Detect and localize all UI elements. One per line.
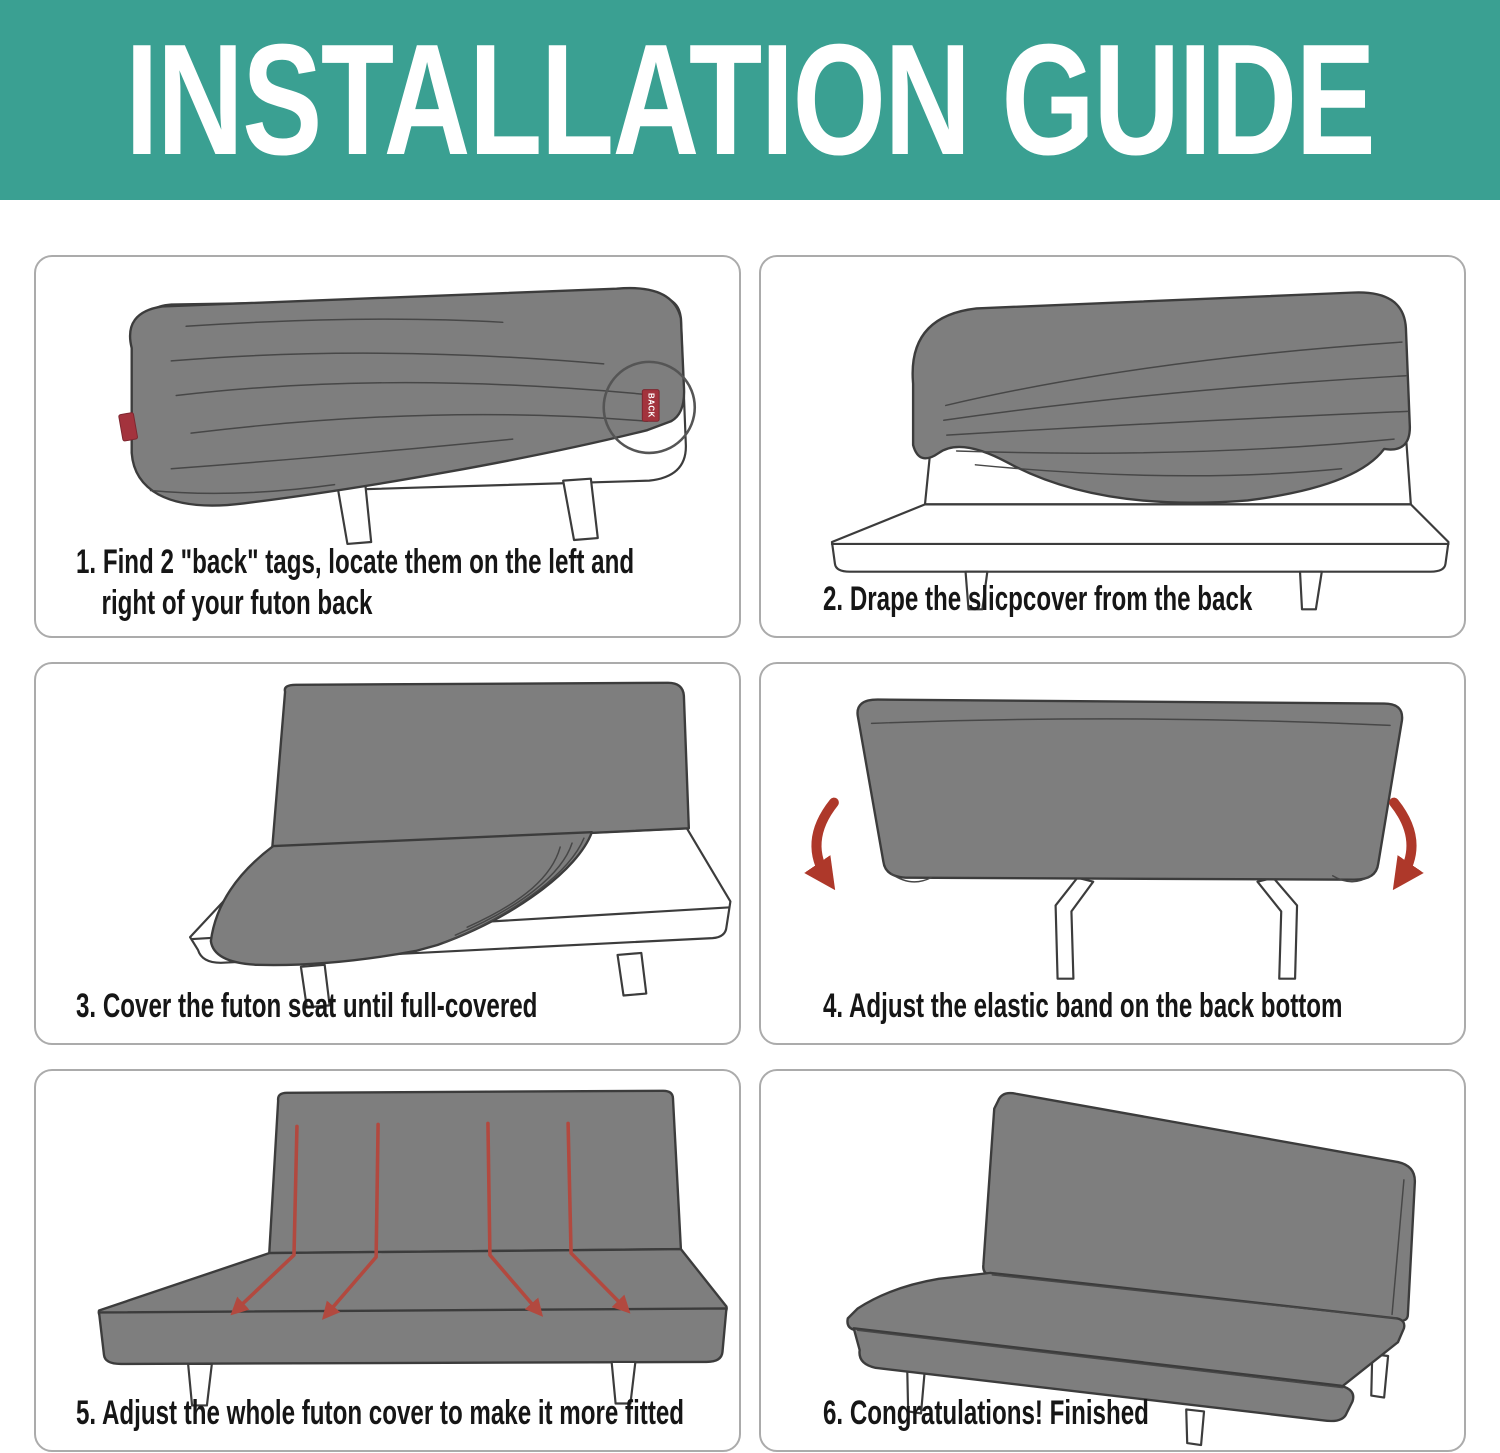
step-6-caption: 6. Congratulations! Finished <box>823 1394 1149 1433</box>
step-2-caption: 2. Drape the slicpcover from the back <box>823 580 1253 619</box>
curved-arrow-icon <box>1394 803 1411 880</box>
step-4-panel <box>759 662 1466 1045</box>
back-tag-label: BACK <box>646 393 656 418</box>
futon-leg <box>1186 1409 1204 1445</box>
futon-leg <box>1056 878 1094 979</box>
back-tag <box>642 390 659 422</box>
futon-leg <box>338 484 372 544</box>
futon-leg <box>618 953 647 996</box>
slipcover-front <box>99 1308 726 1363</box>
step-2-panel <box>759 255 1466 638</box>
futon-seat <box>832 504 1448 571</box>
curved-arrow-icon <box>816 803 833 880</box>
step-5-panel <box>34 1069 741 1452</box>
page-title: INSTALLATION GUIDE <box>125 12 1375 188</box>
futon-leg <box>563 479 598 540</box>
step-3-caption: 3. Cover the futon seat until full-covered <box>76 987 538 1026</box>
step-1-caption-line1: 1. Find 2 "back" tags, locate them on the left and <box>76 543 635 582</box>
step-5-caption: 5. Adjust the whole futon cover to make it more fitted <box>76 1394 685 1433</box>
slipcover-back <box>269 1091 681 1253</box>
step-1-panel <box>34 255 741 638</box>
steps-grid <box>0 200 1500 1452</box>
header-banner <box>0 0 1500 200</box>
slipcover-back <box>272 683 689 848</box>
futon-leg <box>1300 572 1322 610</box>
step-6-panel <box>759 1069 1466 1452</box>
slipcover <box>858 700 1403 880</box>
step-1-caption <box>76 542 634 624</box>
step-3-panel <box>34 662 741 1045</box>
futon-leg <box>1257 878 1297 979</box>
step-1-caption-line2: right of your futon back <box>101 584 373 623</box>
step-4-caption: 4. Adjust the elastic band on the back bottom <box>823 987 1343 1026</box>
